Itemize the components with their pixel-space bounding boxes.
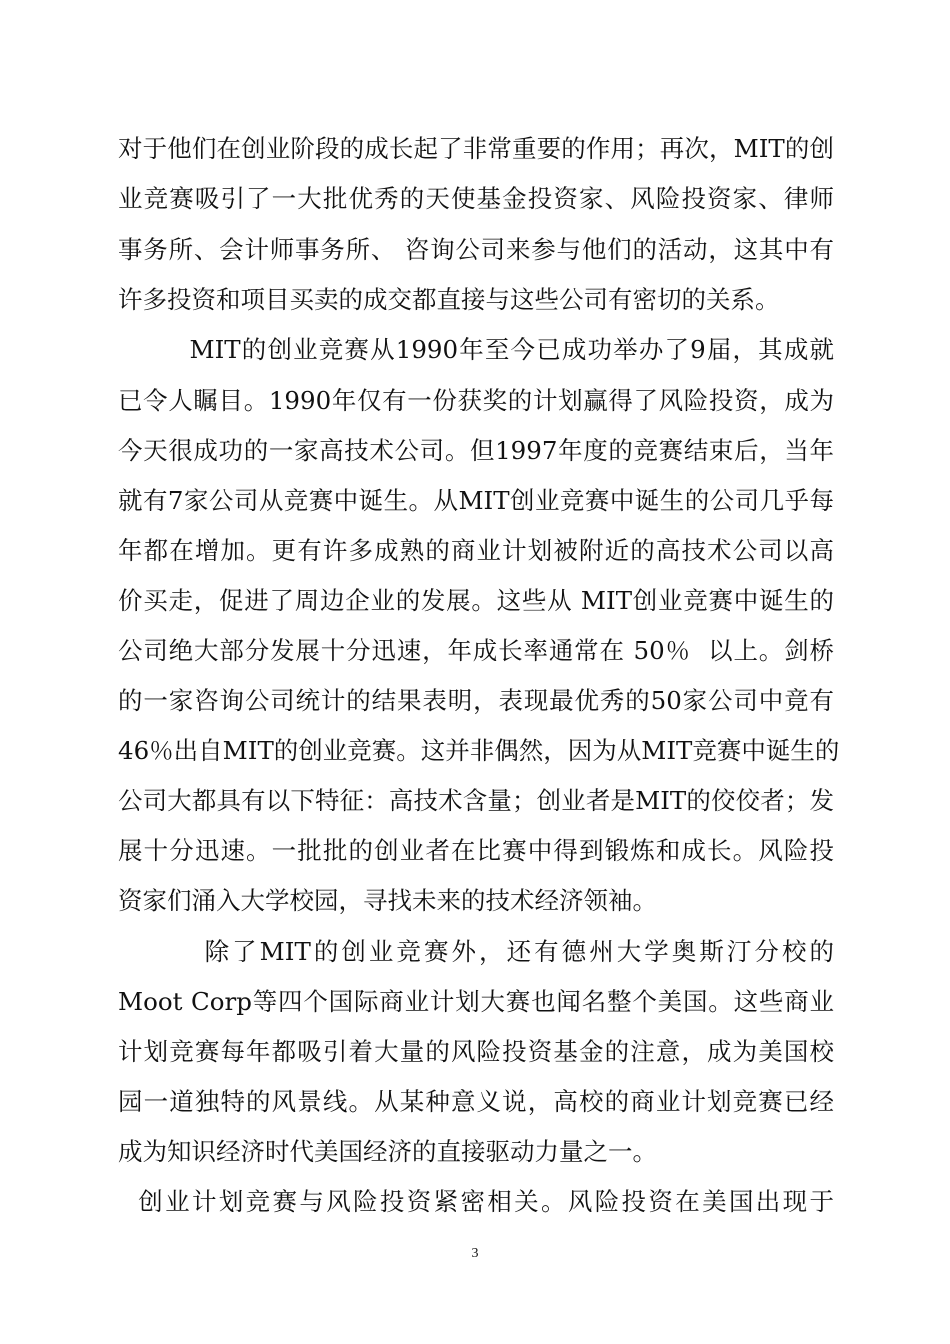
text-line: 已令人瞩目。1990年仅有一份获奖的计划赢得了风险投资，成为 (118, 386, 834, 415)
text-line: 46％出自MIT的创业竞赛。这并非偶然，因为从MIT竞赛中诞生的 (118, 736, 840, 765)
text-line: MIT的创业竞赛从1990年至今已成功举办了9届，其成就 (118, 335, 834, 364)
text-line: 资家们涌入大学校园，寻找未来的技术经济领袖。 (118, 886, 657, 915)
text-line: Moot Corp等四个国际商业计划大赛也闻名整个美国。这些商业 (118, 987, 834, 1016)
text-line: 公司绝大部分发展十分迅速，年成长率通常在 50％ 以上。剑桥 (118, 636, 834, 665)
text-line: 公司大都具有以下特征：高技术含量；创业者是MIT的佼佼者；发 (118, 786, 834, 815)
text-line: 创业计划竞赛与风险投资紧密相关。风险投资在美国出现于 (118, 1187, 834, 1216)
text-line: 事务所、会计师事务所、 咨询公司来参与他们的活动，这其中有 (118, 235, 834, 264)
page-number: 3 (471, 1246, 479, 1261)
text-line: 园一道独特的风景线。从某种意义说，高校的商业计划竞赛已经 (118, 1087, 834, 1116)
text-line: 业竞赛吸引了一大批优秀的天使基金投资家、风险投资家、律师 (118, 184, 834, 213)
text-line: 展十分迅速。一批批的创业者在比赛中得到锻炼和成长。风险投 (118, 836, 834, 865)
text-line: 计划竞赛每年都吸引着大量的风险投资基金的注意，成为美国校 (118, 1037, 834, 1066)
text-line: 年都在增加。更有许多成熟的商业计划被附近的高技术公司以高 (118, 536, 834, 565)
text-line: 价买走，促进了周边企业的发展。这些从 MIT创业竞赛中诞生的 (118, 586, 834, 615)
text-line: 除了MIT的创业竞赛外，还有德州大学奥斯汀分校的 (118, 937, 834, 966)
text-line: 的一家咨询公司统计的结果表明，表现最优秀的50家公司中竟有 (118, 686, 834, 715)
text-line: 对于他们在创业阶段的成长起了非常重要的作用；再次，MIT的创 (118, 134, 834, 163)
text-line: 今天很成功的一家高技术公司。但1997年度的竞赛结束后，当年 (118, 436, 834, 465)
text-line: 许多投资和项目买卖的成交都直接与这些公司有密切的关系。 (118, 285, 780, 314)
text-line: 就有7家公司从竞赛中诞生。从MIT创业竞赛中诞生的公司几乎每 (118, 486, 834, 515)
text-line: 成为知识经济时代美国经济的直接驱动力量之一。 (118, 1137, 657, 1166)
